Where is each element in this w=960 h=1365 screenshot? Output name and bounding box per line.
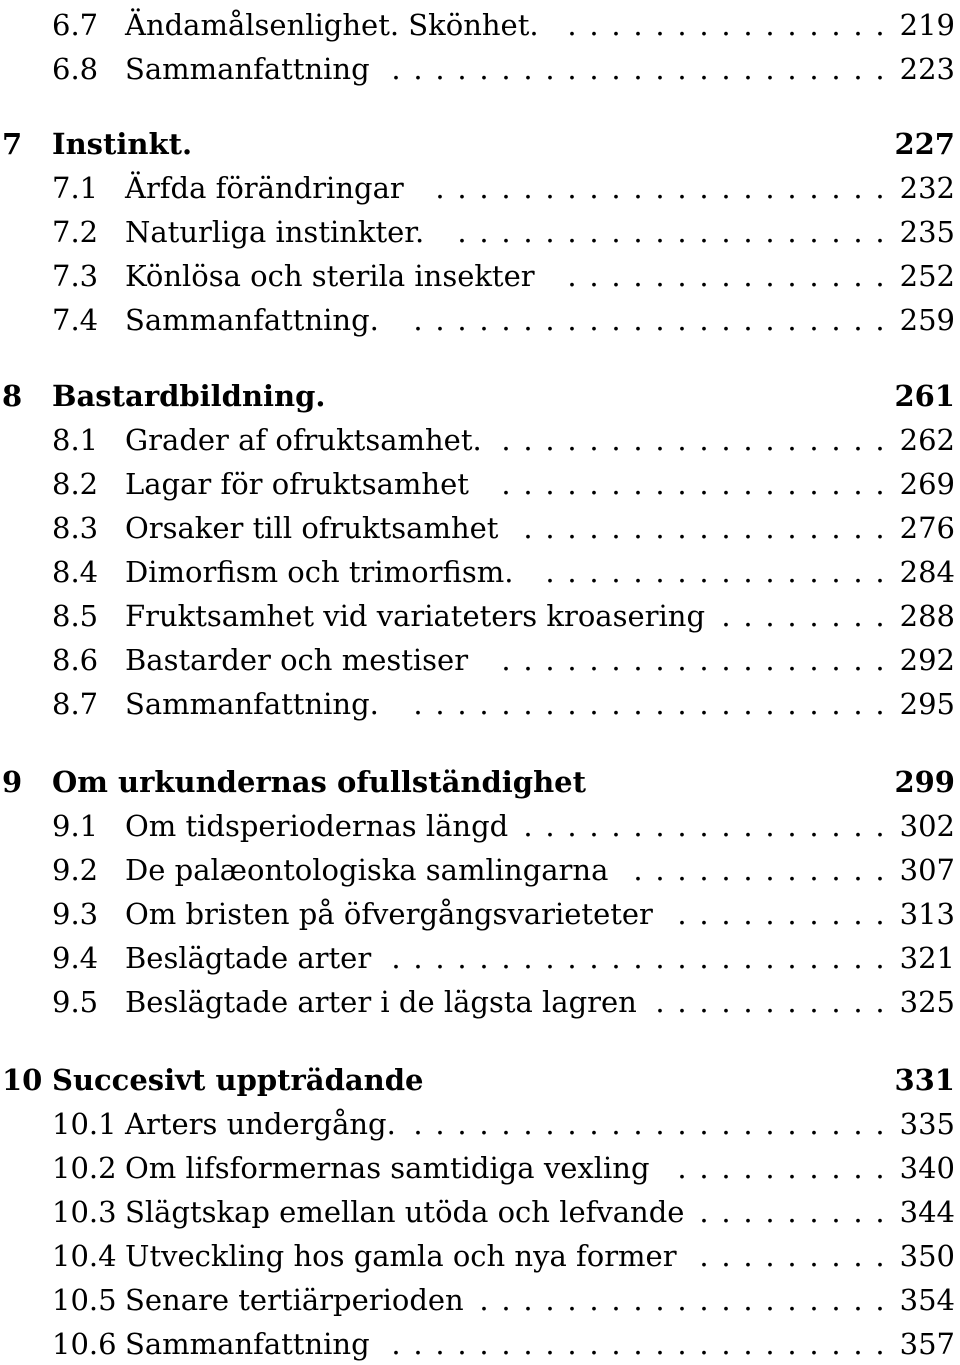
section-title: Ändamålsenlighet. Skönhet. xyxy=(125,8,539,42)
section-title: Naturliga instinkter. xyxy=(125,215,425,249)
toc-chapter-row[interactable] xyxy=(0,762,955,802)
page-number: 335 xyxy=(899,1107,955,1141)
page-number: 292 xyxy=(899,643,955,677)
toc-section-row[interactable] xyxy=(0,1148,955,1188)
page-number: 299 xyxy=(894,765,955,799)
chapter-number: 9 xyxy=(2,765,23,799)
dot-leader: . . . . . . . . . . . . xyxy=(633,853,885,887)
dot-leader: . . . . . . . . . . . . . . . . . . xyxy=(501,643,885,677)
section-title: Könlösa och sterila insekter xyxy=(125,259,535,293)
page-number: 321 xyxy=(899,941,955,975)
dot-leader: . . . . . . . . . . . . . . . . . . xyxy=(501,467,885,501)
toc-section-row[interactable] xyxy=(0,49,955,89)
section-number: 8.3 xyxy=(52,511,99,545)
section-number: 8.4 xyxy=(52,555,99,589)
chapter-title: Instinkt. xyxy=(52,127,193,161)
dot-leader: . . . . . . . . . . . . . . . . . . xyxy=(501,423,885,457)
page-number: 223 xyxy=(899,52,955,86)
chapter-title: Succesivt uppträdande xyxy=(52,1063,424,1097)
toc-section-row[interactable] xyxy=(0,850,955,890)
toc-section-row[interactable] xyxy=(0,508,955,548)
page-number: 302 xyxy=(899,809,955,843)
section-title: Grader af ofruktsamhet. xyxy=(125,423,482,457)
dot-leader: . . . . . . . . . . xyxy=(677,897,885,931)
section-number: 9.4 xyxy=(52,941,99,975)
page-number: 331 xyxy=(894,1063,955,1097)
section-number: 10.1 xyxy=(52,1107,117,1141)
toc-chapter-row[interactable] xyxy=(0,124,955,164)
page-number: 227 xyxy=(894,127,955,161)
page-number: 252 xyxy=(899,259,955,293)
toc-section-row[interactable] xyxy=(0,1324,955,1364)
section-title: Beslägtade arter i de lägsta lagren xyxy=(125,985,637,1019)
toc-section-row[interactable] xyxy=(0,806,955,846)
section-number: 7.4 xyxy=(52,303,99,337)
section-title: Sammanfattning xyxy=(125,52,370,86)
page-number: 325 xyxy=(899,985,955,1019)
page-number: 313 xyxy=(899,897,955,931)
section-number: 8.5 xyxy=(52,599,99,633)
dot-leader: . . . . . . . . . . . . . . . . . xyxy=(523,511,885,545)
section-title: Ärfda förändringar xyxy=(125,171,404,205)
section-number: 9.1 xyxy=(52,809,99,843)
page-number: 357 xyxy=(899,1327,955,1361)
chapter-title: Om urkundernas ofullständighet xyxy=(52,765,587,799)
toc-section-row[interactable] xyxy=(0,420,955,460)
toc-section-row[interactable] xyxy=(0,982,955,1022)
section-title: Sammanfattning. xyxy=(125,303,379,337)
page-number: 344 xyxy=(899,1195,955,1229)
chapter-number: 10 xyxy=(2,1063,43,1097)
section-title: Utveckling hos gamla och nya former xyxy=(125,1239,677,1273)
dot-leader: . . . . . . . . . . . . . . . . . . . xyxy=(479,1283,885,1317)
section-number: 8.2 xyxy=(52,467,99,501)
section-title: Sammanfattning. xyxy=(125,687,379,721)
section-title: Dimorfism och trimorfism. xyxy=(125,555,514,589)
section-title: Om bristen på öfvergångsvarieteter xyxy=(125,897,653,931)
chapter-number: 7 xyxy=(2,127,23,161)
section-number: 10.4 xyxy=(52,1239,117,1273)
section-title: Arters undergång. xyxy=(125,1107,396,1141)
section-number: 9.5 xyxy=(52,985,99,1019)
toc-section-row[interactable] xyxy=(0,596,955,636)
page-number: 235 xyxy=(899,215,955,249)
toc-chapter-row[interactable] xyxy=(0,376,955,416)
toc-section-row[interactable] xyxy=(0,5,955,45)
section-title: Beslägtade arter xyxy=(125,941,372,975)
page-number: 340 xyxy=(899,1151,955,1185)
page-number: 284 xyxy=(899,555,955,589)
dot-leader: . . . . . . . . . . . . . . . . . . . . . . xyxy=(413,1107,885,1141)
page-number: 350 xyxy=(899,1239,955,1273)
section-title: Fruktsamhet vid variateters kroasering xyxy=(125,599,706,633)
page-number: 261 xyxy=(894,379,955,413)
page-number: 219 xyxy=(899,8,955,42)
toc-section-row[interactable] xyxy=(0,256,955,296)
section-number: 6.7 xyxy=(52,8,99,42)
dot-leader: . . . . . . . . . xyxy=(699,1239,885,1273)
toc-section-row[interactable] xyxy=(0,212,955,252)
toc-section-row[interactable] xyxy=(0,684,955,724)
section-title: Slägtskap emellan utöda och lefvande xyxy=(125,1195,685,1229)
toc-section-row[interactable] xyxy=(0,640,955,680)
chapter-title: Bastardbildning. xyxy=(52,379,326,413)
toc-section-row[interactable] xyxy=(0,938,955,978)
toc-section-row[interactable] xyxy=(0,894,955,934)
toc-section-row[interactable] xyxy=(0,552,955,592)
toc-section-row[interactable] xyxy=(0,1280,955,1320)
dot-leader: . . . . . . . . . . . . . . . xyxy=(567,8,885,42)
section-number: 10.2 xyxy=(52,1151,117,1185)
dot-leader: . . . . . . . . . . xyxy=(677,1151,885,1185)
toc-section-row[interactable] xyxy=(0,464,955,504)
page-number: 269 xyxy=(899,467,955,501)
dot-leader: . . . . . . . . . . . . . . . . xyxy=(545,555,885,589)
section-number: 6.8 xyxy=(52,52,99,86)
dot-leader: . . . . . . . . . . . . . . . xyxy=(567,259,885,293)
dot-leader: . . . . . . . . . . . . . . . . . . . . . . . xyxy=(391,941,885,975)
dot-leader: . . . . . . . . . xyxy=(699,1195,885,1229)
dot-leader: . . . . . . . . . . . . . . . . . . . . . . xyxy=(413,687,885,721)
page-number: 354 xyxy=(899,1283,955,1317)
page-number: 295 xyxy=(899,687,955,721)
dot-leader: . . . . . . . . . . . . . . . . . . . . xyxy=(457,215,885,249)
page-number: 232 xyxy=(899,171,955,205)
dot-leader: . . . . . . . . . . . . . . . . . xyxy=(523,809,885,843)
dot-leader: . . . . . . . . . . . . . . . . . . . . . . . xyxy=(391,52,885,86)
section-title: Orsaker till ofruktsamhet xyxy=(125,511,499,545)
toc-section-row[interactable] xyxy=(0,1104,955,1144)
section-title: Om lifsformernas samtidiga vexling xyxy=(125,1151,650,1185)
section-number: 7.1 xyxy=(52,171,99,205)
dot-leader: . . . . . . . . . . . xyxy=(655,985,885,1019)
section-title: Om tidsperiodernas längd xyxy=(125,809,509,843)
page-number: 307 xyxy=(899,853,955,887)
section-number: 8.1 xyxy=(52,423,99,457)
toc-section-row[interactable] xyxy=(0,168,955,208)
toc-chapter-row[interactable] xyxy=(0,1060,955,1100)
section-number: 7.3 xyxy=(52,259,99,293)
dot-leader: . . . . . . . . xyxy=(721,599,885,633)
section-number: 7.2 xyxy=(52,215,99,249)
section-title: Sammanfattning xyxy=(125,1327,370,1361)
page-number: 276 xyxy=(899,511,955,545)
section-title: De palæontologiska samlingarna xyxy=(125,853,609,887)
section-number: 10.5 xyxy=(52,1283,117,1317)
section-number: 8.7 xyxy=(52,687,99,721)
toc-section-row[interactable] xyxy=(0,1236,955,1276)
dot-leader: . . . . . . . . . . . . . . . . . . . . . . . xyxy=(391,1327,885,1361)
section-number: 9.2 xyxy=(52,853,99,887)
dot-leader: . . . . . . . . . . . . . . . . . . . . . xyxy=(435,171,885,205)
chapter-number: 8 xyxy=(2,379,23,413)
section-title: Lagar för ofruktsamhet xyxy=(125,467,469,501)
toc-section-row[interactable] xyxy=(0,1192,955,1232)
section-number: 8.6 xyxy=(52,643,99,677)
section-number: 9.3 xyxy=(52,897,99,931)
section-title: Senare tertiärperioden xyxy=(125,1283,464,1317)
page-number: 288 xyxy=(899,599,955,633)
page-number: 259 xyxy=(899,303,955,337)
toc-section-row[interactable] xyxy=(0,300,955,340)
page-number: 262 xyxy=(899,423,955,457)
section-title: Bastarder och mestiser xyxy=(125,643,469,677)
section-number: 10.6 xyxy=(52,1327,117,1361)
dot-leader: . . . . . . . . . . . . . . . . . . . . . . xyxy=(413,303,885,337)
section-number: 10.3 xyxy=(52,1195,117,1229)
